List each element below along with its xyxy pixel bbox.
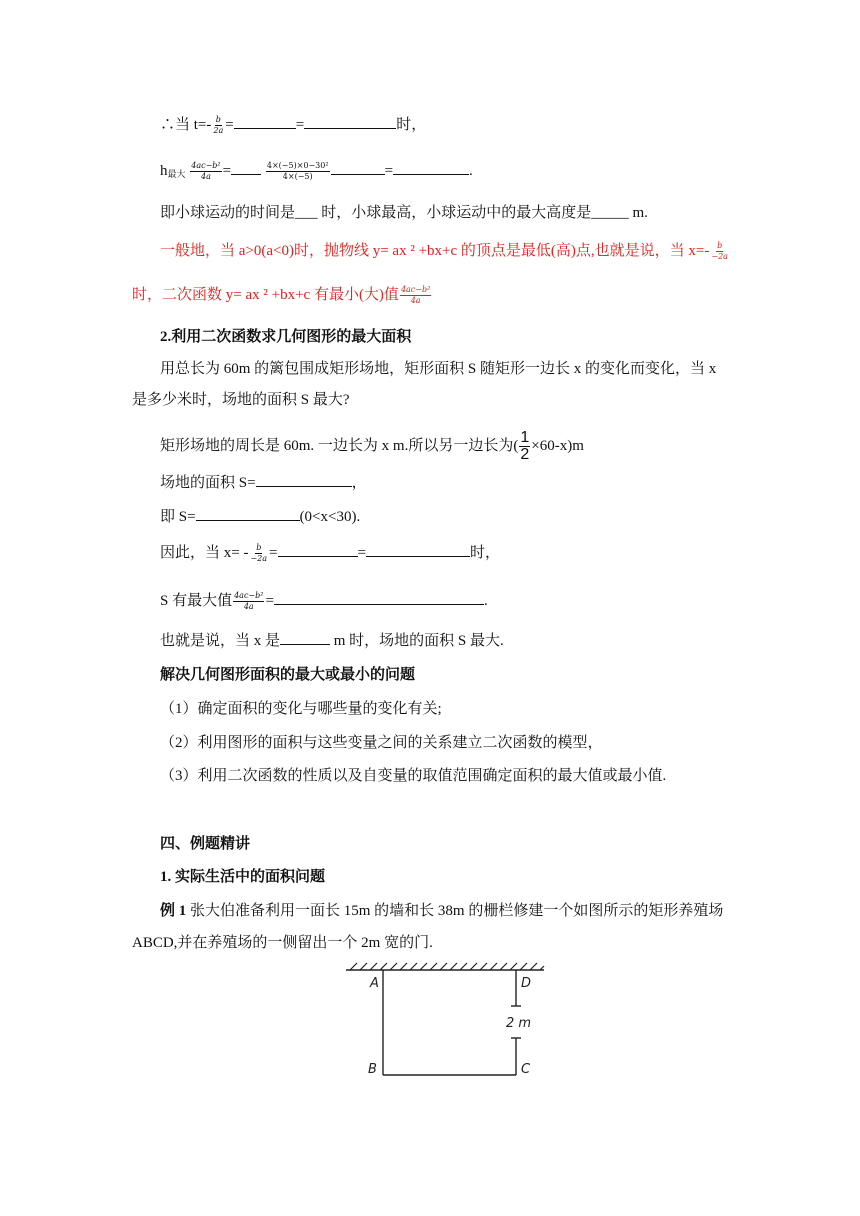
frac-num: 4×(−5)×0−30² — [266, 161, 329, 171]
label-gate: 2 m — [506, 1016, 532, 1031]
fraction-vertex — [190, 161, 221, 182]
blank — [280, 630, 330, 645]
red-fraction — [710, 241, 729, 262]
frac-num: b — [256, 543, 262, 553]
blank — [331, 160, 385, 175]
fence — [383, 970, 521, 1075]
farm-diagram — [340, 960, 550, 1085]
t-suffix: 时， — [396, 117, 427, 133]
conclusion-prefix: 也就是说，当 x 是 — [160, 633, 281, 649]
fraction-b-over-2a — [212, 115, 224, 136]
therefore-suffix: 时， — [469, 545, 500, 561]
frac-num: 4ac−b² — [400, 285, 431, 295]
perimeter-prefix: 矩形场地的周长是 60m. 一边长为 x m.所以另一边长为( — [160, 437, 519, 454]
frac-den: 4a — [410, 296, 421, 306]
frac-num: b — [717, 241, 723, 251]
blank — [274, 590, 484, 605]
therefore-prefix: 因此，当 x= - — [160, 545, 249, 561]
section4-subheading: 1. 实际生活中的面积问题 — [160, 869, 326, 885]
blank — [304, 114, 396, 129]
conclusion-line — [160, 630, 504, 652]
step-1: （1）确定面积的变化与哪些量的变化有关; — [160, 701, 442, 717]
ie-prefix: 即 S= — [160, 509, 196, 525]
problem-line1: 用总长为 60m 的篱包围成矩形场地，矩形面积 S 随矩形一边长 x 的变化而变化，当 x — [160, 361, 717, 377]
equals: = — [222, 163, 232, 179]
conclusion-suffix: m 时，场地的面积 S 最大. — [330, 633, 504, 649]
frac-den: −2a — [250, 554, 268, 564]
frac-den: −2a — [711, 252, 728, 262]
smax-line — [160, 590, 488, 612]
label-a: A — [370, 976, 379, 991]
example-line1 — [160, 900, 723, 922]
h-label: h — [160, 163, 168, 179]
area-line — [160, 472, 367, 494]
period: . — [469, 163, 473, 179]
equals: = — [225, 117, 234, 133]
half-fraction — [519, 430, 530, 463]
section2-heading: 2.利用二次函数求几何图形的最大面积 — [160, 329, 412, 345]
blank — [234, 114, 296, 129]
blank — [393, 160, 469, 175]
blank — [256, 472, 352, 487]
red-rule-line2 — [132, 284, 432, 306]
area-suffix: ， — [351, 475, 367, 491]
equals: = — [295, 117, 305, 133]
equals: = — [357, 545, 366, 561]
t-prefix: ∴当 t= — [160, 117, 207, 133]
frac-den: 4a — [201, 172, 211, 182]
blank — [231, 160, 261, 175]
period: . — [483, 593, 488, 609]
red-fraction-2 — [400, 285, 431, 306]
equals: = — [269, 545, 278, 561]
label-b: B — [368, 1062, 377, 1077]
smax-prefix: S 有最大值 — [160, 593, 233, 609]
fraction-neg — [249, 543, 268, 564]
frac-den: 4a — [243, 602, 254, 612]
minus-sign: - — [206, 117, 212, 133]
step-2: （2）利用图形的面积与这些变量之间的关系建立二次函数的模型， — [160, 735, 603, 751]
equals: = — [384, 163, 394, 179]
therefore-line — [160, 542, 500, 564]
frac-num: 1 — [520, 429, 530, 446]
section4-heading: 四、例题精讲 — [160, 836, 251, 852]
wall — [346, 963, 544, 970]
ie-line — [160, 506, 360, 528]
frac-den: 4×(−5) — [282, 172, 313, 182]
blank — [366, 542, 470, 557]
label-d: D — [521, 976, 532, 991]
area-prefix: 场地的面积 S= — [160, 475, 256, 491]
problem-line2: 是多少米时，场地的面积 S 最大? — [132, 392, 350, 408]
line-ball-time: 即小球运动的时间是___ 时，小球最高，小球运动中的最大高度是_____ m. — [160, 205, 648, 221]
perimeter-suffix: ×60-x)m — [531, 437, 584, 454]
example-label: 例 1 — [160, 903, 187, 919]
blank — [278, 542, 358, 557]
red-text: 时，二次函数 y= ax ² +bx+c 有最小(大)值 — [132, 287, 399, 303]
line-t-equals — [160, 114, 426, 136]
frac-num: 4ac−b² — [234, 591, 264, 601]
equals: = — [265, 593, 274, 609]
frac-den: 2 — [520, 446, 530, 463]
fraction-numeric — [266, 161, 330, 182]
frac-num: 4ac−b² — [191, 161, 221, 171]
label-c: C — [521, 1062, 531, 1077]
h-subscript: 最大 — [167, 169, 186, 179]
red-text: 一般地，当 a>0(a<0)时，抛物线 y= ax ² +bx+c 的顶点是最低(高)点,也就是说，当 x=- — [160, 243, 710, 259]
frac-den: 2a — [213, 126, 224, 136]
perimeter-line — [160, 430, 584, 463]
ie-suffix: (0<x<30). — [299, 509, 361, 525]
frac-num: b — [215, 115, 221, 125]
example-line2: ABCD,并在养殖场的一侧留出一个 2m 宽的门. — [132, 935, 433, 951]
step-3: （3）利用二次函数的性质以及自变量的取值范围确定面积的最大值或最小值. — [160, 768, 667, 784]
red-rule-line1 — [160, 240, 730, 262]
line-h-max — [160, 160, 473, 185]
example-text: 张大伯准备利用一面长 15m 的墙和长 38m 的栅栏修建一个如图所示的矩形养殖场 — [186, 903, 724, 919]
blank — [196, 506, 300, 521]
fraction-vertex — [233, 591, 264, 612]
method-heading: 解决几何图形面积的最大或最小的问题 — [160, 667, 416, 683]
